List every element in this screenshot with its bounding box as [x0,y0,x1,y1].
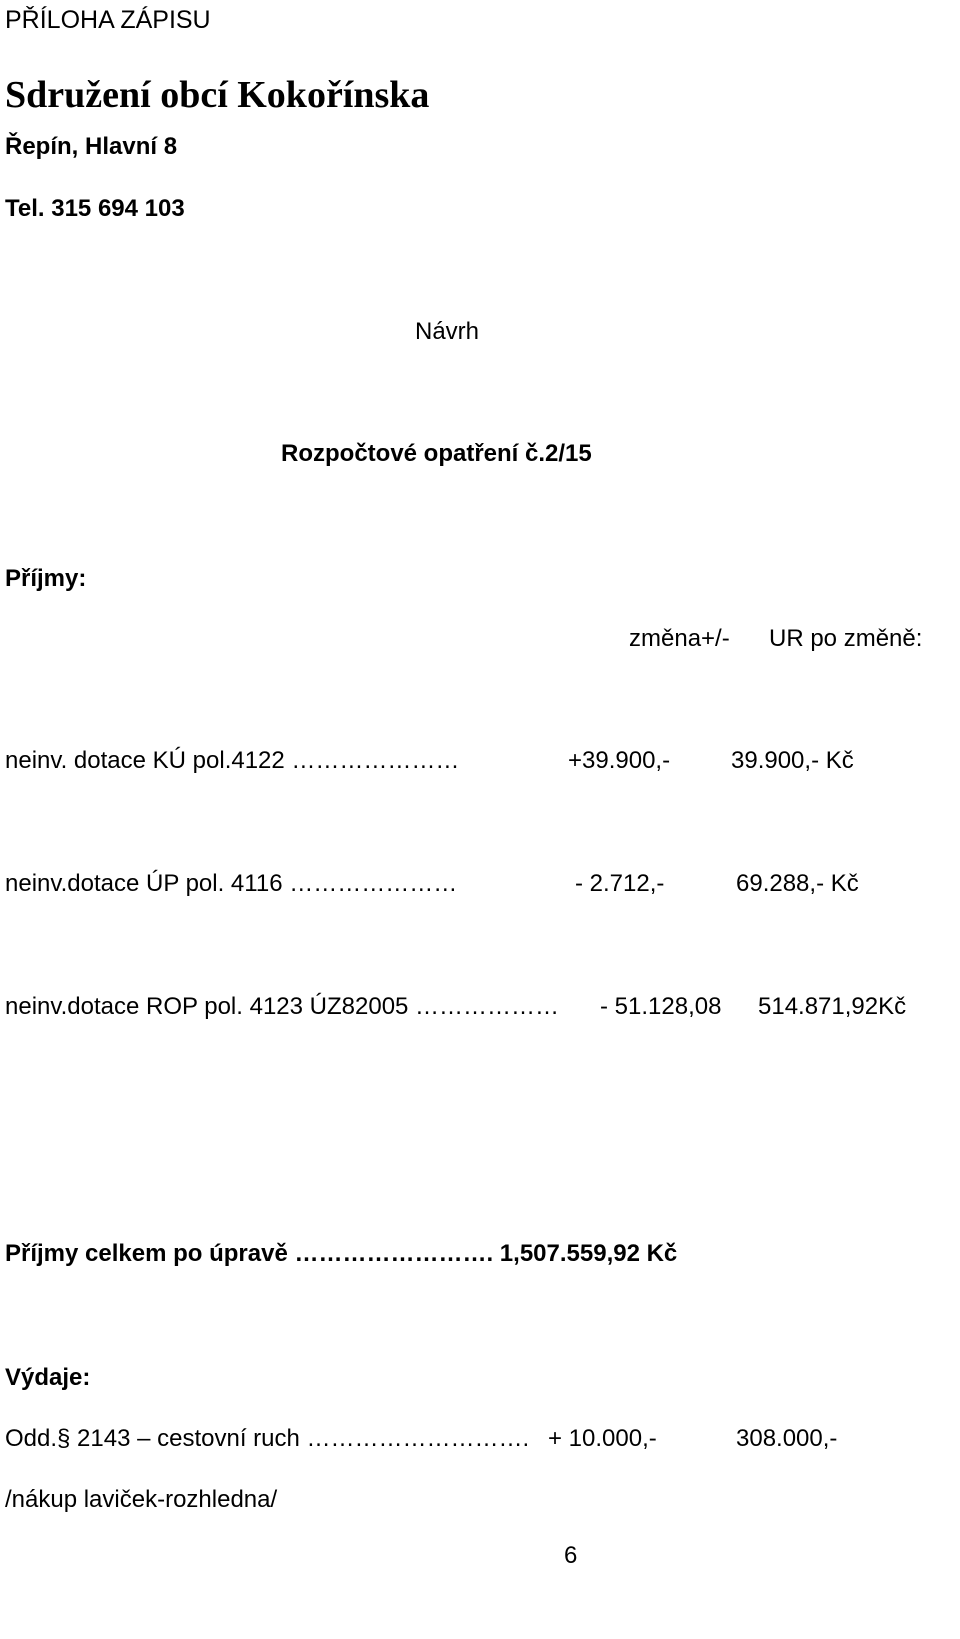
column-header-change: změna+/- [629,625,730,652]
income-row-after: 69.288,- Kč [736,870,859,897]
address: Řepín, Hlavní 8 [5,133,178,160]
expenses-heading: Výdaje: [5,1364,91,1391]
organization-name: Sdružení obcí Kokořínska [5,74,430,116]
document-title: Rozpočtové opatření č.2/15 [281,440,592,467]
income-row-after: 39.900,- Kč [731,747,854,774]
income-row-change: - 51.128,08 [600,993,722,1020]
attachment-label: PŘÍLOHA ZÁPISU [5,6,211,34]
expense-row-change: + 10.000,- [548,1425,657,1452]
income-row-change: - 2.712,- [575,870,665,897]
page-number: 6 [564,1542,578,1569]
draft-label: Návrh [415,318,480,345]
income-heading: Příjmy: [5,565,87,592]
income-row-after: 514.871,92Kč [758,993,907,1020]
expense-note: /nákup laviček-rozhledna/ [5,1486,278,1513]
column-header-after-change: UR po změně: [769,625,923,652]
income-total: Příjmy celkem po úpravě ……………………. 1,507.559,92 Kč [5,1240,678,1267]
phone: Tel. 315 694 103 [5,195,185,222]
income-row-label: neinv.dotace ÚP pol. 4116 ………………… [5,870,458,897]
income-row-change: +39.900,- [568,747,671,774]
income-row-label: neinv.dotace ROP pol. 4123 ÚZ82005 ……………… [5,993,560,1020]
expense-row-after: 308.000,- [736,1425,838,1452]
income-row-label: neinv. dotace KÚ pol.4122 ………………… [5,747,460,774]
expense-row-label: Odd.§ 2143 – cestovní ruch ………………………. [5,1425,530,1452]
